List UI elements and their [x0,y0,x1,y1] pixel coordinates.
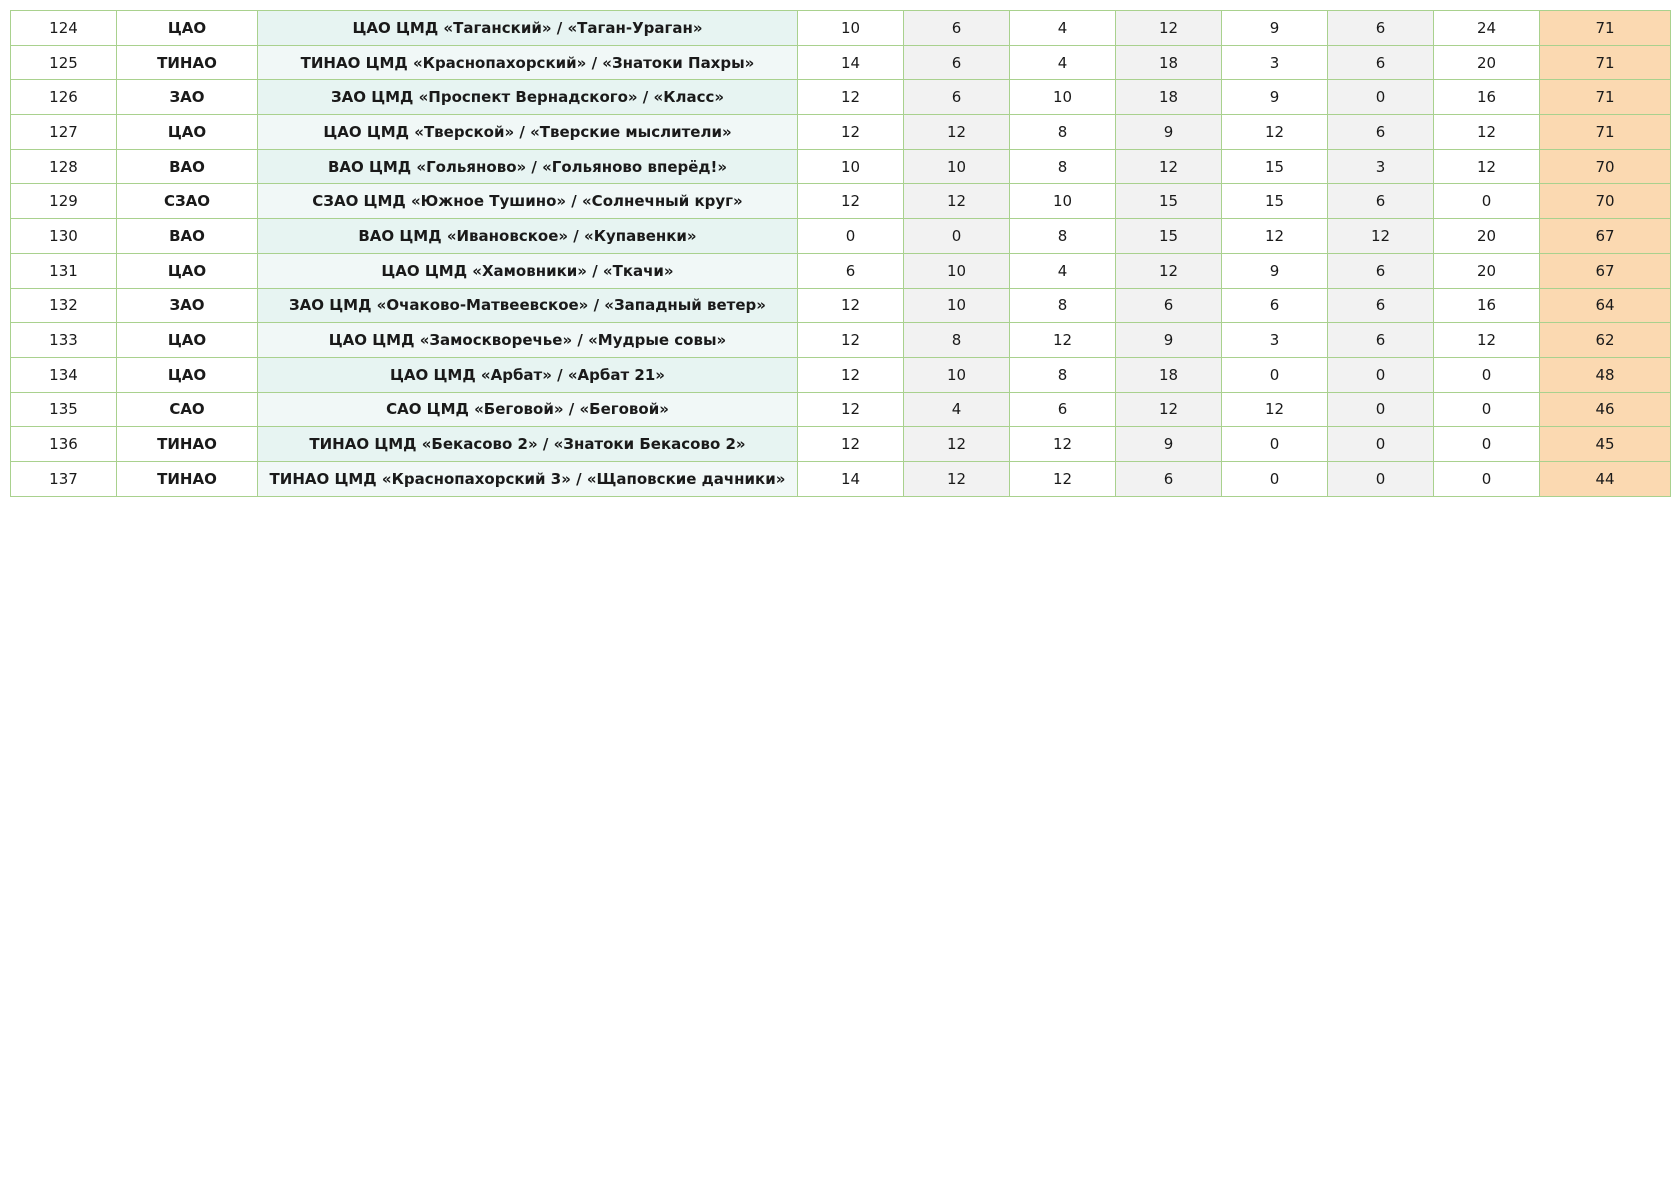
total-score-cell: 71 [1540,115,1671,150]
score-cell-5: 12 [1222,115,1328,150]
score-cell-4: 9 [1116,427,1222,462]
district-cell: ЦАО [117,253,258,288]
score-cell-1: 12 [798,184,904,219]
row-number: 128 [11,149,117,184]
row-number: 131 [11,253,117,288]
score-cell-1: 0 [798,219,904,254]
team-name-cell: ВАО ЦМД «Гольяново» / «Гольяново вперёд!» [258,149,798,184]
score-cell-4: 12 [1116,392,1222,427]
table-row [11,11,1671,46]
score-cell-5: 3 [1222,45,1328,80]
score-cell-6: 3 [1328,149,1434,184]
table-row [11,288,1671,323]
score-cell-1: 10 [798,149,904,184]
score-cell-6: 6 [1328,45,1434,80]
score-cell-7: 0 [1434,184,1540,219]
score-cell-2: 6 [904,11,1010,46]
score-cell-1: 12 [798,80,904,115]
score-cell-2: 8 [904,323,1010,358]
row-number: 133 [11,323,117,358]
score-cell-2: 6 [904,45,1010,80]
score-cell-6: 12 [1328,219,1434,254]
score-cell-5: 6 [1222,288,1328,323]
score-cell-7: 12 [1434,323,1540,358]
total-score-cell: 64 [1540,288,1671,323]
score-cell-5: 15 [1222,149,1328,184]
score-cell-7: 16 [1434,80,1540,115]
row-number: 129 [11,184,117,219]
score-cell-3: 4 [1010,11,1116,46]
row-number: 134 [11,357,117,392]
score-cell-4: 12 [1116,149,1222,184]
team-name-cell: ТИНАО ЦМД «Краснопахорский» / «Знатоки Пахры» [258,45,798,80]
score-cell-2: 10 [904,149,1010,184]
total-score-cell: 70 [1540,149,1671,184]
district-cell: САО [117,392,258,427]
score-cell-6: 0 [1328,357,1434,392]
total-score-cell: 44 [1540,461,1671,496]
total-score-cell: 62 [1540,323,1671,358]
score-cell-4: 6 [1116,461,1222,496]
team-name-cell: ЗАО ЦМД «Очаково-Матвеевское» / «Западный ветер» [258,288,798,323]
score-cell-7: 20 [1434,219,1540,254]
score-cell-4: 15 [1116,219,1222,254]
score-cell-7: 12 [1434,149,1540,184]
team-name-cell: ТИНАО ЦМД «Краснопахорский 3» / «Щаповские дачники» [258,461,798,496]
score-cell-2: 10 [904,288,1010,323]
score-cell-5: 9 [1222,11,1328,46]
score-cell-7: 0 [1434,357,1540,392]
score-cell-5: 9 [1222,253,1328,288]
score-cell-3: 12 [1010,427,1116,462]
score-cell-3: 10 [1010,184,1116,219]
score-cell-7: 16 [1434,288,1540,323]
total-score-cell: 70 [1540,184,1671,219]
score-cell-2: 6 [904,80,1010,115]
score-cell-1: 12 [798,357,904,392]
table-row [11,323,1671,358]
total-score-cell: 45 [1540,427,1671,462]
table-row [11,461,1671,496]
score-cell-4: 9 [1116,115,1222,150]
score-cell-7: 20 [1434,253,1540,288]
table-row [11,357,1671,392]
score-cell-4: 18 [1116,45,1222,80]
score-cell-2: 10 [904,253,1010,288]
score-cell-2: 12 [904,461,1010,496]
score-cell-5: 12 [1222,219,1328,254]
score-cell-4: 12 [1116,11,1222,46]
row-number: 137 [11,461,117,496]
score-cell-5: 12 [1222,392,1328,427]
score-cell-4: 6 [1116,288,1222,323]
score-cell-6: 0 [1328,461,1434,496]
total-score-cell: 48 [1540,357,1671,392]
row-number: 125 [11,45,117,80]
score-cell-1: 14 [798,461,904,496]
district-cell: ЗАО [117,288,258,323]
table-row [11,45,1671,80]
score-cell-2: 12 [904,427,1010,462]
score-cell-4: 18 [1116,80,1222,115]
score-cell-7: 0 [1434,461,1540,496]
score-cell-2: 12 [904,184,1010,219]
row-number: 136 [11,427,117,462]
score-cell-6: 6 [1328,115,1434,150]
score-cell-3: 6 [1010,392,1116,427]
table-row [11,253,1671,288]
score-cell-7: 0 [1434,427,1540,462]
table-row [11,392,1671,427]
score-cell-2: 0 [904,219,1010,254]
score-cell-6: 6 [1328,11,1434,46]
table-row [11,184,1671,219]
table-row [11,80,1671,115]
total-score-cell: 46 [1540,392,1671,427]
score-cell-3: 12 [1010,323,1116,358]
table-row [11,149,1671,184]
table-row [11,427,1671,462]
team-name-cell: ЦАО ЦМД «Таганский» / «Таган-Ураган» [258,11,798,46]
team-name-cell: СЗАО ЦМД «Южное Тушино» / «Солнечный круг» [258,184,798,219]
total-score-cell: 71 [1540,80,1671,115]
score-cell-4: 15 [1116,184,1222,219]
score-cell-3: 8 [1010,115,1116,150]
score-cell-3: 8 [1010,219,1116,254]
row-number: 124 [11,11,117,46]
score-cell-1: 12 [798,115,904,150]
team-name-cell: ЗАО ЦМД «Проспект Вернадского» / «Класс» [258,80,798,115]
team-name-cell: САО ЦМД «Беговой» / «Беговой» [258,392,798,427]
results-table [10,10,1671,497]
score-cell-6: 0 [1328,80,1434,115]
district-cell: ТИНАО [117,45,258,80]
score-cell-3: 12 [1010,461,1116,496]
score-cell-5: 0 [1222,461,1328,496]
team-name-cell: ВАО ЦМД «Ивановское» / «Купавенки» [258,219,798,254]
score-cell-5: 3 [1222,323,1328,358]
score-cell-4: 9 [1116,323,1222,358]
score-cell-6: 0 [1328,392,1434,427]
row-number: 130 [11,219,117,254]
score-cell-3: 8 [1010,357,1116,392]
score-cell-5: 9 [1222,80,1328,115]
district-cell: ВАО [117,149,258,184]
score-cell-5: 0 [1222,427,1328,462]
score-cell-7: 20 [1434,45,1540,80]
district-cell: СЗАО [117,184,258,219]
team-name-cell: ЦАО ЦМД «Арбат» / «Арбат 21» [258,357,798,392]
results-table-wrapper [10,10,1670,497]
row-number: 126 [11,80,117,115]
total-score-cell: 71 [1540,11,1671,46]
row-number: 127 [11,115,117,150]
total-score-cell: 67 [1540,219,1671,254]
score-cell-5: 15 [1222,184,1328,219]
score-cell-6: 6 [1328,184,1434,219]
results-table-body [11,11,1671,497]
score-cell-7: 12 [1434,115,1540,150]
row-number: 132 [11,288,117,323]
total-score-cell: 67 [1540,253,1671,288]
score-cell-1: 6 [798,253,904,288]
score-cell-1: 12 [798,323,904,358]
score-cell-6: 6 [1328,253,1434,288]
score-cell-1: 10 [798,11,904,46]
score-cell-1: 12 [798,288,904,323]
team-name-cell: ЦАО ЦМД «Тверской» / «Тверские мыслители» [258,115,798,150]
score-cell-7: 24 [1434,11,1540,46]
district-cell: ЦАО [117,115,258,150]
team-name-cell: ТИНАО ЦМД «Бекасово 2» / «Знатоки Бекасово 2» [258,427,798,462]
score-cell-1: 12 [798,392,904,427]
score-cell-3: 10 [1010,80,1116,115]
score-cell-4: 18 [1116,357,1222,392]
district-cell: ТИНАО [117,427,258,462]
score-cell-3: 8 [1010,288,1116,323]
row-number: 135 [11,392,117,427]
team-name-cell: ЦАО ЦМД «Замоскворечье» / «Мудрые совы» [258,323,798,358]
team-name-cell: ЦАО ЦМД «Хамовники» / «Ткачи» [258,253,798,288]
score-cell-6: 6 [1328,288,1434,323]
table-row [11,219,1671,254]
score-cell-2: 4 [904,392,1010,427]
district-cell: ТИНАО [117,461,258,496]
district-cell: ЦАО [117,357,258,392]
score-cell-7: 0 [1434,392,1540,427]
district-cell: ЦАО [117,11,258,46]
score-cell-6: 0 [1328,427,1434,462]
score-cell-6: 6 [1328,323,1434,358]
score-cell-1: 14 [798,45,904,80]
score-cell-2: 12 [904,115,1010,150]
district-cell: ЦАО [117,323,258,358]
score-cell-5: 0 [1222,357,1328,392]
score-cell-4: 12 [1116,253,1222,288]
district-cell: ВАО [117,219,258,254]
table-row [11,115,1671,150]
score-cell-3: 4 [1010,253,1116,288]
score-cell-3: 8 [1010,149,1116,184]
score-cell-1: 12 [798,427,904,462]
district-cell: ЗАО [117,80,258,115]
score-cell-2: 10 [904,357,1010,392]
score-cell-3: 4 [1010,45,1116,80]
total-score-cell: 71 [1540,45,1671,80]
